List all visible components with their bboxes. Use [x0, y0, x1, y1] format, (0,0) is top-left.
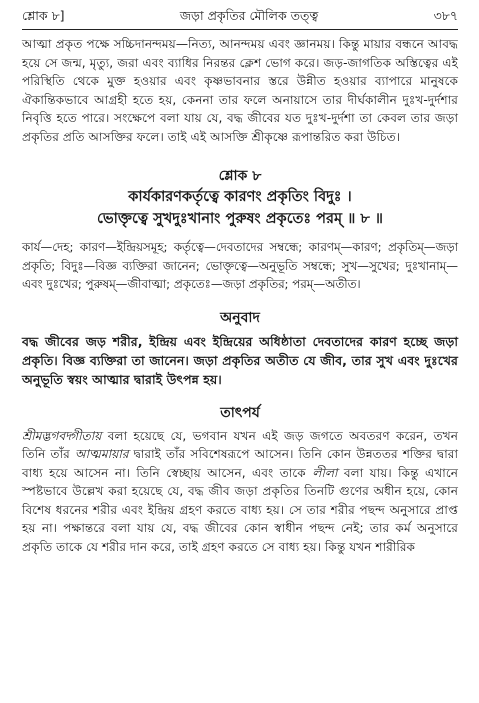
purport-text-a: বলা হয়েছে যে, ভগবান যখন এই জড় জগতে অবতরণ করেন, তখন তিনি তাঁর [22, 428, 458, 461]
translation-heading: অনুবাদ [220, 309, 260, 326]
purport-italic-lila: লীলা [312, 465, 338, 480]
translation-text: বদ্ধ জীবের জড় শরীর, ইন্দ্রিয় এবং ইন্দ্রিয়ের অধিষ্ঠাতা দেবতাদের কারণ হচ্ছে জড়া প্রকৃতি। বিজ্ঞ ব্যক্তিরা তা জানেন। জড়া প্রকৃতির অতীত যে জীব, তার সুখ এবং দুঃখের অনুভূতি স্বয়ং আত্মার দ্বারাই উৎপন্ন হয়। [22, 333, 458, 387]
purport-text-b: দ্বারাই তাঁর সবিশেষরূপে আসেন। তিনি কোন উন্নততর শক্তির দ্বারা বাধ্য হয়ে আসেন না। তিনি স্বেচ্ছায় আসেন, এবং তাকে [22, 447, 458, 480]
purport-text-c: বলা যায়। কিন্তু এখানে স্পষ্টভাবে উল্লেখ করা হয়েছে যে, বদ্ধ জীব জড়া প্রকৃতির তিনটি গুণের অধীন হয়ে, কোন বিশেষ ধরনের শরীর এবং ইন্দ্রিয় গ্রহণ করতে বাধ্য হয়। সে তার শরীর পছন্দ অনুসারে প্রাপ্ত হয় না। পক্ষান্তরে বলা যায় যে, বদ্ধ জীবের কোন স্বাধীন পছন্দ নেই; তার কর্ম অনুসারে প্রকৃতি তাকে যে শরীর দান করে, তাই গ্রহণ করতে সে বাধ্য হয়। কিন্তু যখন শারীরিক [22, 465, 458, 554]
intro-paragraph: আত্মা প্রকৃত পক্ষে সচ্চিদানন্দময়—নিত্য, আনন্দময় এবং জ্ঞানময়। কিন্তু মায়ার বন্ধনে আবদ্ধ হয়ে সে জন্ম, মৃত্যু, জরা এবং ব্যাধির নিরন্তর ক্লেশ ভোগ করে। জড়-জাগতিক অস্তিত্বের এই পরিস্থিতি থেকে মুক্ত হওয়ার এবং কৃষ্ণভাবনার স্তরে উন্নীত হওয়ার ব্যাপারে মানুষকে ঐকান্তিকভাবে আগ্রহী হতে হয়, কেননা তার ফলে অনায়াসে তার দীর্ঘকালীন দুঃখ-দুর্দশার নিবৃত্তি হতে পারে। সংক্ষেপে বলা যায় যে, বদ্ধ জীবের যত দুঃখ-দুর্দশা তা কেবল তার জড়া প্রকৃতির প্রতি আসক্তির ফলে। তাই এই আসক্তি শ্রীকৃষ্ণে রূপান্তরিত করা উচিত। [22, 37, 458, 144]
translation-block [22, 332, 458, 389]
verse-ref: শ্লোক ৮] [22, 8, 65, 23]
purport-italic-term: আত্মমায়ার [74, 447, 129, 461]
purport-paragraph [22, 427, 458, 557]
sloka-line-2: ভোক্তৃত্বে সুখদুঃখানাং পুরুষং প্রকৃতেঃ পরম্ ॥ ৮ ॥ [96, 211, 384, 227]
purport-book-title: শ্রীমদ্ভগবদ্গীতায় [22, 428, 102, 443]
page-number: ৩৮৭ [433, 8, 458, 23]
sloka-line-1: কার্যকারণকর্তৃত্বে কারণং প্রকৃতিং বিদুঃ । [128, 189, 352, 205]
book-page [22, 8, 458, 556]
sloka-title: শ্লোক ৮ [218, 168, 262, 184]
header-rule [22, 29, 458, 30]
word-meanings: কার্য—দেহ; কারণ—ইন্দ্রিয়সমূহ; কর্তৃত্বে—দেবতাদের সম্বন্ধে; কারণম্—কারণ; প্রকৃতিম্—জড়া প্রকৃতি; বিদুঃ—বিজ্ঞ ব্যক্তিরা জানেন; ভোক্তৃত্বে—অনুভূতি সম্বন্ধে; সুখ—সুখের; দুঃখানাম্—এবং দুঃখের; পুরুষম্—জীবাত্মা; প্রকৃতেঃ—জড়া প্রকৃতির; পরম্—অতীত। [22, 240, 458, 291]
running-header [22, 8, 458, 24]
chapter-title: জড়া প্রকৃতির মৌলিক তত্ত্ব [179, 8, 319, 23]
purport-heading: তাৎপর্য [220, 404, 260, 421]
